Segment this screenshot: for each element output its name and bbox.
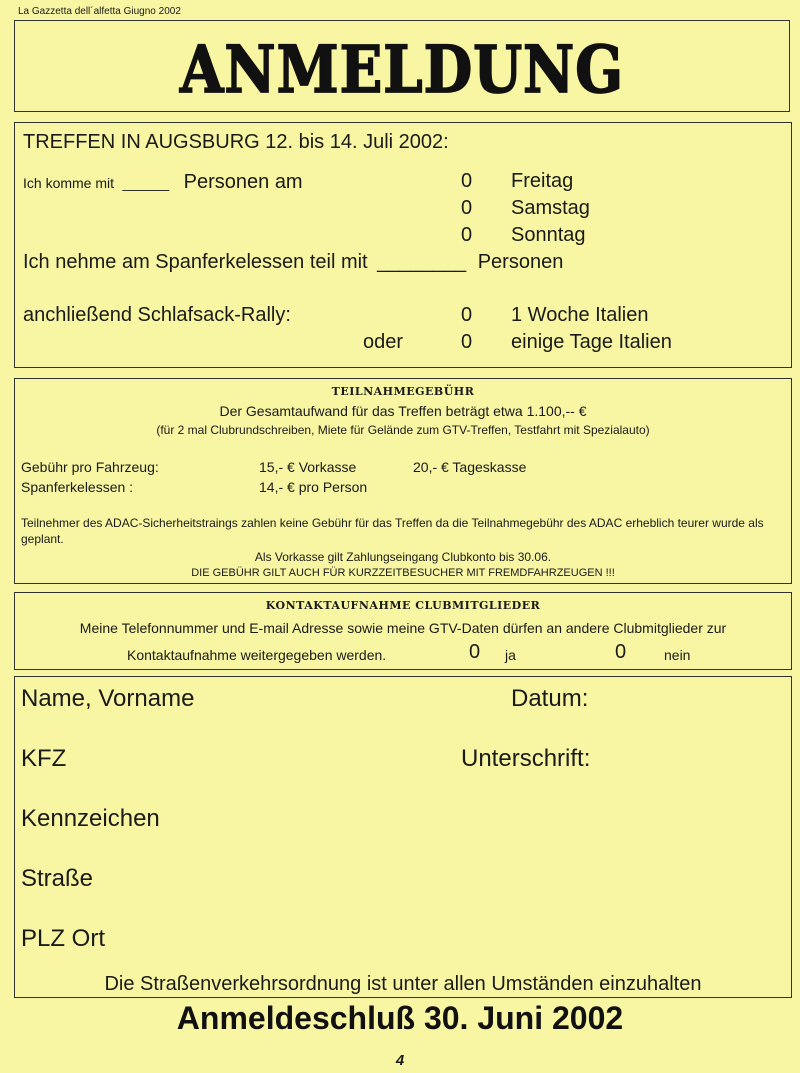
fee-prepay-note: Als Vorkasse gilt Zahlungseingang Clubkonto bis 30.06. [254, 550, 552, 564]
contact-yes-mark[interactable]: 0 [469, 641, 481, 663]
meeting-heading: TREFFEN IN AUGSBURG 12. bis 14. Juli 2002: [23, 131, 449, 153]
contact-heading: KONTAKTAUFNAHME CLUBMITGLIEDER [265, 599, 541, 612]
registration-deadline: Anmeldeschluß 30. Juni 2002 [176, 1000, 624, 1036]
rally-mark-days[interactable]: 0 [461, 331, 473, 353]
publication-header: La Gazzetta dell´alfetta Giugno 2002 [18, 6, 181, 17]
day-mark-saturday[interactable]: 0 [461, 197, 473, 219]
day-mark-friday[interactable]: 0 [461, 170, 473, 192]
fee-short-visit-note: DIE GEBÜHR GILT AUCH FÜR KURZZEITBESUCHER MIT FREMDFAHRZEUGEN !!! [191, 567, 615, 579]
contact-yes-label: ja [505, 647, 516, 663]
page-number: 4 [395, 1052, 405, 1069]
attend-prefix: Ich komme mit [23, 175, 115, 191]
rally-label-days: einige Tage Italien [511, 331, 672, 353]
fee-row-spanferkel-label: Spanferkelessen : [21, 479, 134, 495]
contact-no-mark[interactable]: 0 [615, 641, 627, 663]
rally-mark-week[interactable]: 0 [461, 304, 473, 326]
fee-total: Der Gesamtaufwand für das Treffen beträgt etwa 1.100,-- € [219, 403, 587, 419]
traffic-note: Die Straßenverkehrsordnung ist unter allen Umständen einzuhalten [104, 973, 702, 995]
city-label: PLZ Ort [21, 925, 106, 952]
date-label: Datum: [511, 685, 589, 712]
day-label-sunday: Sonntag [511, 224, 586, 246]
attend-blank[interactable]: ______ [122, 175, 170, 191]
page-title: ANMELDUNG [179, 32, 625, 108]
spanferkel-line [23, 251, 563, 274]
fee-adac-note: Teilnehmer des ADAC-Sicherheitstraings zahlen keine Gebühr für das Treffen da die Teilnahmegebühr des ADAC erheblich teurer wurde als geplant. [21, 516, 764, 546]
fee-heading: TEILNAHMEGEBÜHR [331, 385, 475, 398]
rally-label-week: 1 Woche Italien [511, 304, 649, 326]
fee-section [14, 378, 792, 584]
contact-line2: Kontaktaufnahme weitergegeben werden. [127, 647, 387, 663]
day-label-saturday: Samstag [511, 197, 590, 219]
fee-total-note: (für 2 mal Clubrundschreiben, Miete für Gelände zum GTV-Treffen, Testfahrt mit Spezialauto) [156, 423, 650, 437]
personal-data-section [14, 676, 792, 998]
title-box [14, 20, 790, 112]
fee-row-vehicle-value2: 20,- € Tageskasse [413, 459, 527, 475]
signature-label: Unterschrift: [461, 745, 591, 772]
spanferkel-text: Ich nehme am Spanferkelessen teil mit [23, 251, 368, 273]
car-label: KFZ [21, 745, 67, 772]
day-mark-sunday[interactable]: 0 [461, 224, 473, 246]
fee-row-vehicle-value1: 15,- € Vorkasse [259, 459, 357, 475]
contact-line1: Meine Telefonnummer und E-mail Adresse sowie meine GTV-Daten dürfen an andere Clubmitglieder zur [79, 620, 727, 636]
plate-label: Kennzeichen [21, 805, 160, 832]
contact-no-label: nein [664, 647, 691, 663]
contact-section [14, 592, 792, 670]
rally-or: oder [363, 331, 404, 353]
spanferkel-suffix: Personen [477, 251, 564, 273]
fee-row-vehicle-label: Gebühr pro Fahrzeug: [21, 459, 159, 475]
name-label: Name, Vorname [21, 685, 195, 712]
spanferkel-blank[interactable]: ________ [377, 251, 467, 273]
meeting-section [14, 122, 792, 368]
fee-row-spanferkel-value1: 14,- € pro Person [259, 479, 368, 495]
rally-label: anchließend Schlafsack-Rally: [23, 304, 291, 326]
attend-line [23, 171, 303, 194]
street-label: Straße [21, 865, 94, 892]
day-label-friday: Freitag [511, 170, 574, 192]
attend-suffix: Personen am [183, 171, 303, 193]
